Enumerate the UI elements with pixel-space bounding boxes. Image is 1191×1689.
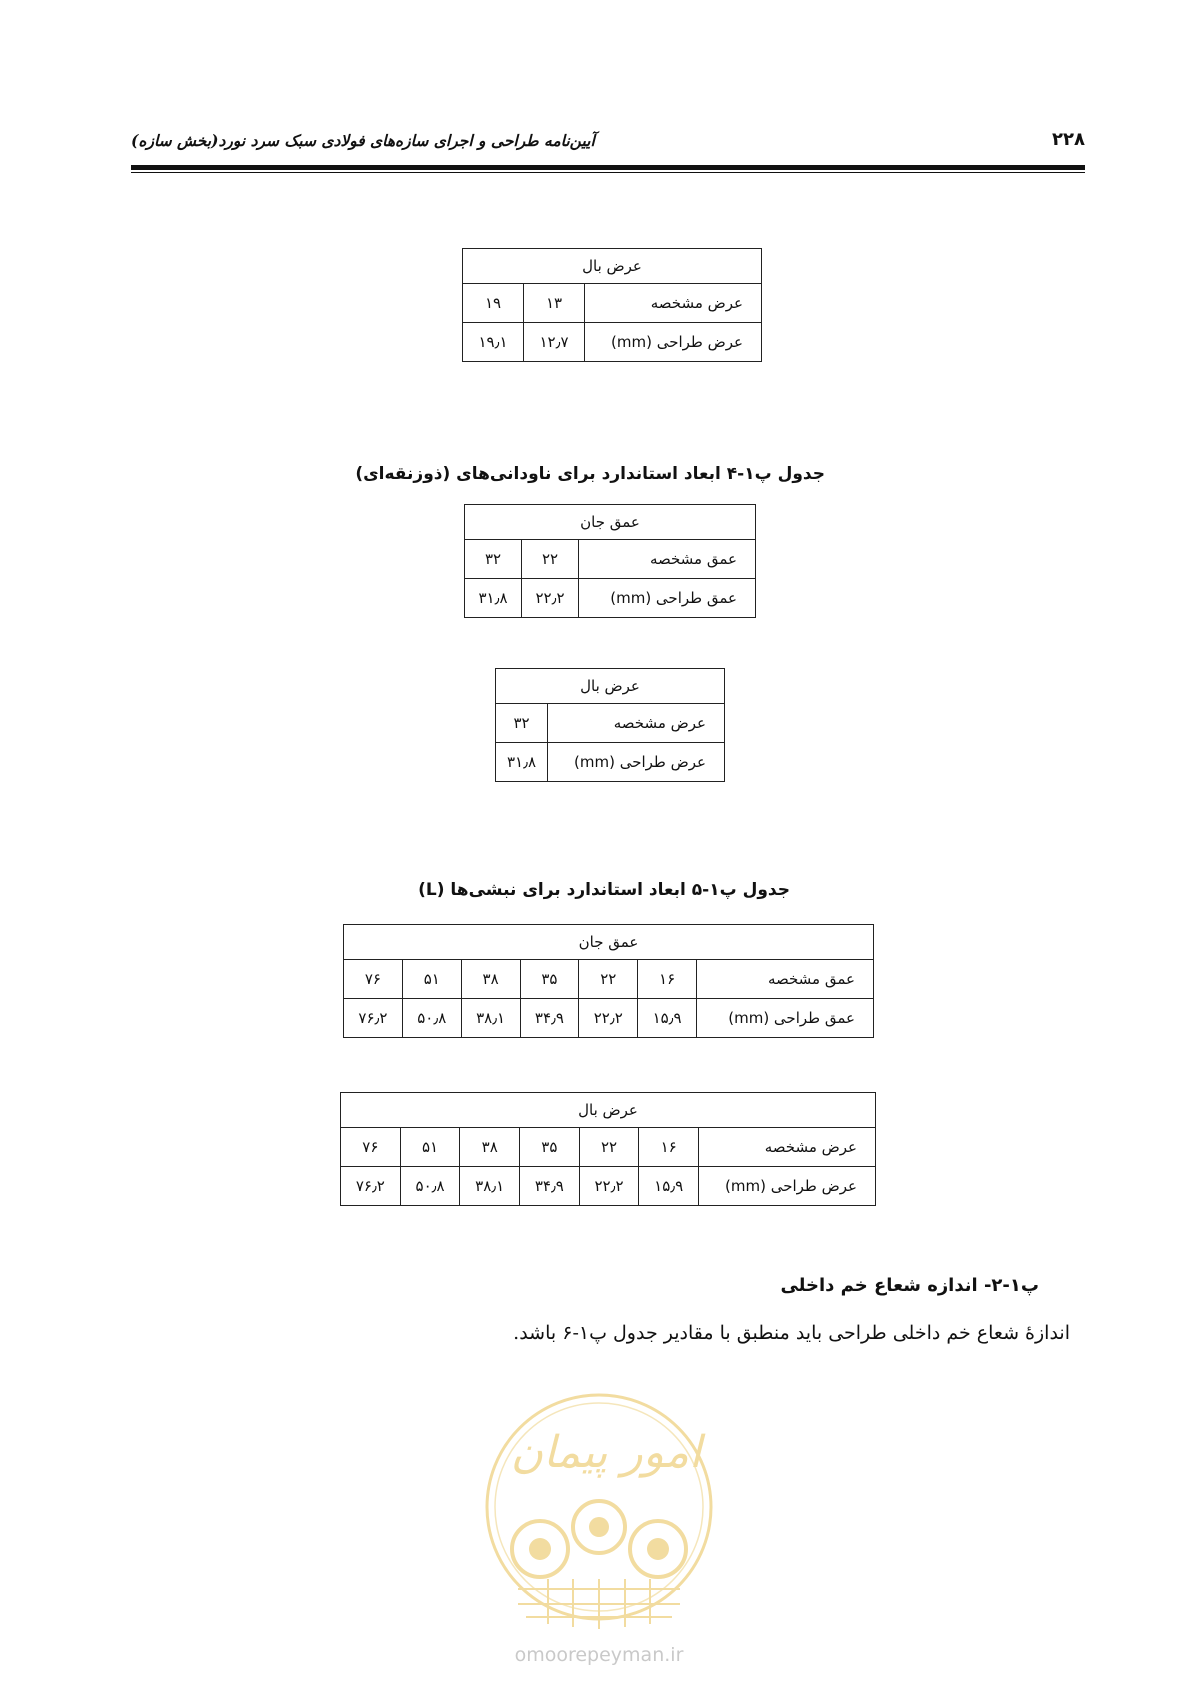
- table-caption: جدول پ۱-۴ ابعاد استاندارد برای ناودانی‌های (ذوزنقه‌ای): [355, 464, 825, 484]
- table-heading: عمق جان: [465, 505, 756, 540]
- table-cell: ۱۹: [463, 284, 524, 323]
- running-title: آیین‌نامه طراحی و اجرای سازه‌های فولادی سبک سرد نورد(بخش سازه): [131, 131, 595, 150]
- row-label: عمق طراحی (mm): [697, 999, 874, 1038]
- table-cell: ۳۵: [520, 960, 579, 999]
- section-heading: پ۱-۲- اندازه شعاع خم داخلی: [780, 1275, 1039, 1296]
- table-cell: ۳۱٫۸: [465, 579, 522, 618]
- row-label: عمق مشخصه: [579, 540, 756, 579]
- web-depth-table-angle: [343, 924, 874, 1038]
- table-cell: ۱۳: [524, 284, 585, 323]
- web-depth-table-channel: [464, 504, 756, 618]
- table-heading: عمق جان: [344, 925, 874, 960]
- table-heading: عرض بال: [496, 669, 725, 704]
- table-cell: ۱۶: [638, 960, 697, 999]
- flange-width-table-channel: [495, 668, 725, 782]
- table-cell: ۳۸٫۱: [461, 999, 520, 1038]
- table-cell: ۵۰٫۸: [402, 999, 461, 1038]
- row-label: عرض مشخصه: [548, 704, 725, 743]
- table-cell: ۲۲٫۲: [579, 999, 638, 1038]
- header-rule-thin: [131, 172, 1085, 173]
- table-cell: ۳۲: [496, 704, 548, 743]
- watermark-logo-icon: [478, 1389, 720, 1639]
- page-header: [131, 129, 1085, 155]
- table-cell: ۳۴٫۹: [520, 1167, 580, 1206]
- table-heading: عرض بال: [463, 249, 762, 284]
- flange-width-table-top: [462, 248, 762, 362]
- table-cell: ۷۶٫۲: [341, 1167, 401, 1206]
- table-cell: ۷۶: [344, 960, 403, 999]
- table-cell: ۵۰٫۸: [400, 1167, 460, 1206]
- table-cell: ۲۲: [579, 960, 638, 999]
- table-cell: ۲۲٫۲: [522, 579, 579, 618]
- row-label: عرض طراحی (mm): [699, 1167, 876, 1206]
- table-cell: ۳۸٫۱: [460, 1167, 520, 1206]
- table-cell: ۳۲: [465, 540, 522, 579]
- row-label: عمق مشخصه: [697, 960, 874, 999]
- table-cell: ۱۵٫۹: [639, 1167, 699, 1206]
- table-cell: ۵۱: [400, 1128, 460, 1167]
- table-cell: ۲۲٫۲: [579, 1167, 639, 1206]
- row-label: عرض طراحی (mm): [585, 323, 762, 362]
- table-cell: ۳۸: [461, 960, 520, 999]
- row-label: عرض طراحی (mm): [548, 743, 725, 782]
- table-cell: ۳۱٫۸: [496, 743, 548, 782]
- row-label: عرض مشخصه: [585, 284, 762, 323]
- table-cell: ۱۲٫۷: [524, 323, 585, 362]
- table-cell: ۷۶٫۲: [344, 999, 403, 1038]
- table-cell: ۲۲: [522, 540, 579, 579]
- flange-width-table-angle: [340, 1092, 876, 1206]
- watermark: [478, 1389, 720, 1689]
- table-cell: ۱۹٫۱: [463, 323, 524, 362]
- row-label: عمق طراحی (mm): [579, 579, 756, 618]
- table-cell: ۲۲: [579, 1128, 639, 1167]
- watermark-logo-text: امور پیمان: [510, 1427, 702, 1478]
- watermark-url: omoorepeyman.ir: [514, 1644, 684, 1666]
- header-rule-thick: [131, 165, 1085, 170]
- row-label: عرض مشخصه: [699, 1128, 876, 1167]
- page-number: ۲۲۸: [1052, 129, 1085, 150]
- body-paragraph: اندازۀ شعاع خم داخلی طراحی باید منطبق با مقادیر جدول پ۱-۶ باشد.: [513, 1322, 1070, 1344]
- table-cell: ۳۴٫۹: [520, 999, 579, 1038]
- table-cell: ۳۵: [520, 1128, 580, 1167]
- table-cell: ۱۶: [639, 1128, 699, 1167]
- table-heading: عرض بال: [341, 1093, 876, 1128]
- table-cell: ۵۱: [402, 960, 461, 999]
- table-cell: ۷۶: [341, 1128, 401, 1167]
- table-caption: جدول پ۱-۵ ابعاد استاندارد برای نبشی‌ها (L): [418, 880, 790, 900]
- table-cell: ۳۸: [460, 1128, 520, 1167]
- table-cell: ۱۵٫۹: [638, 999, 697, 1038]
